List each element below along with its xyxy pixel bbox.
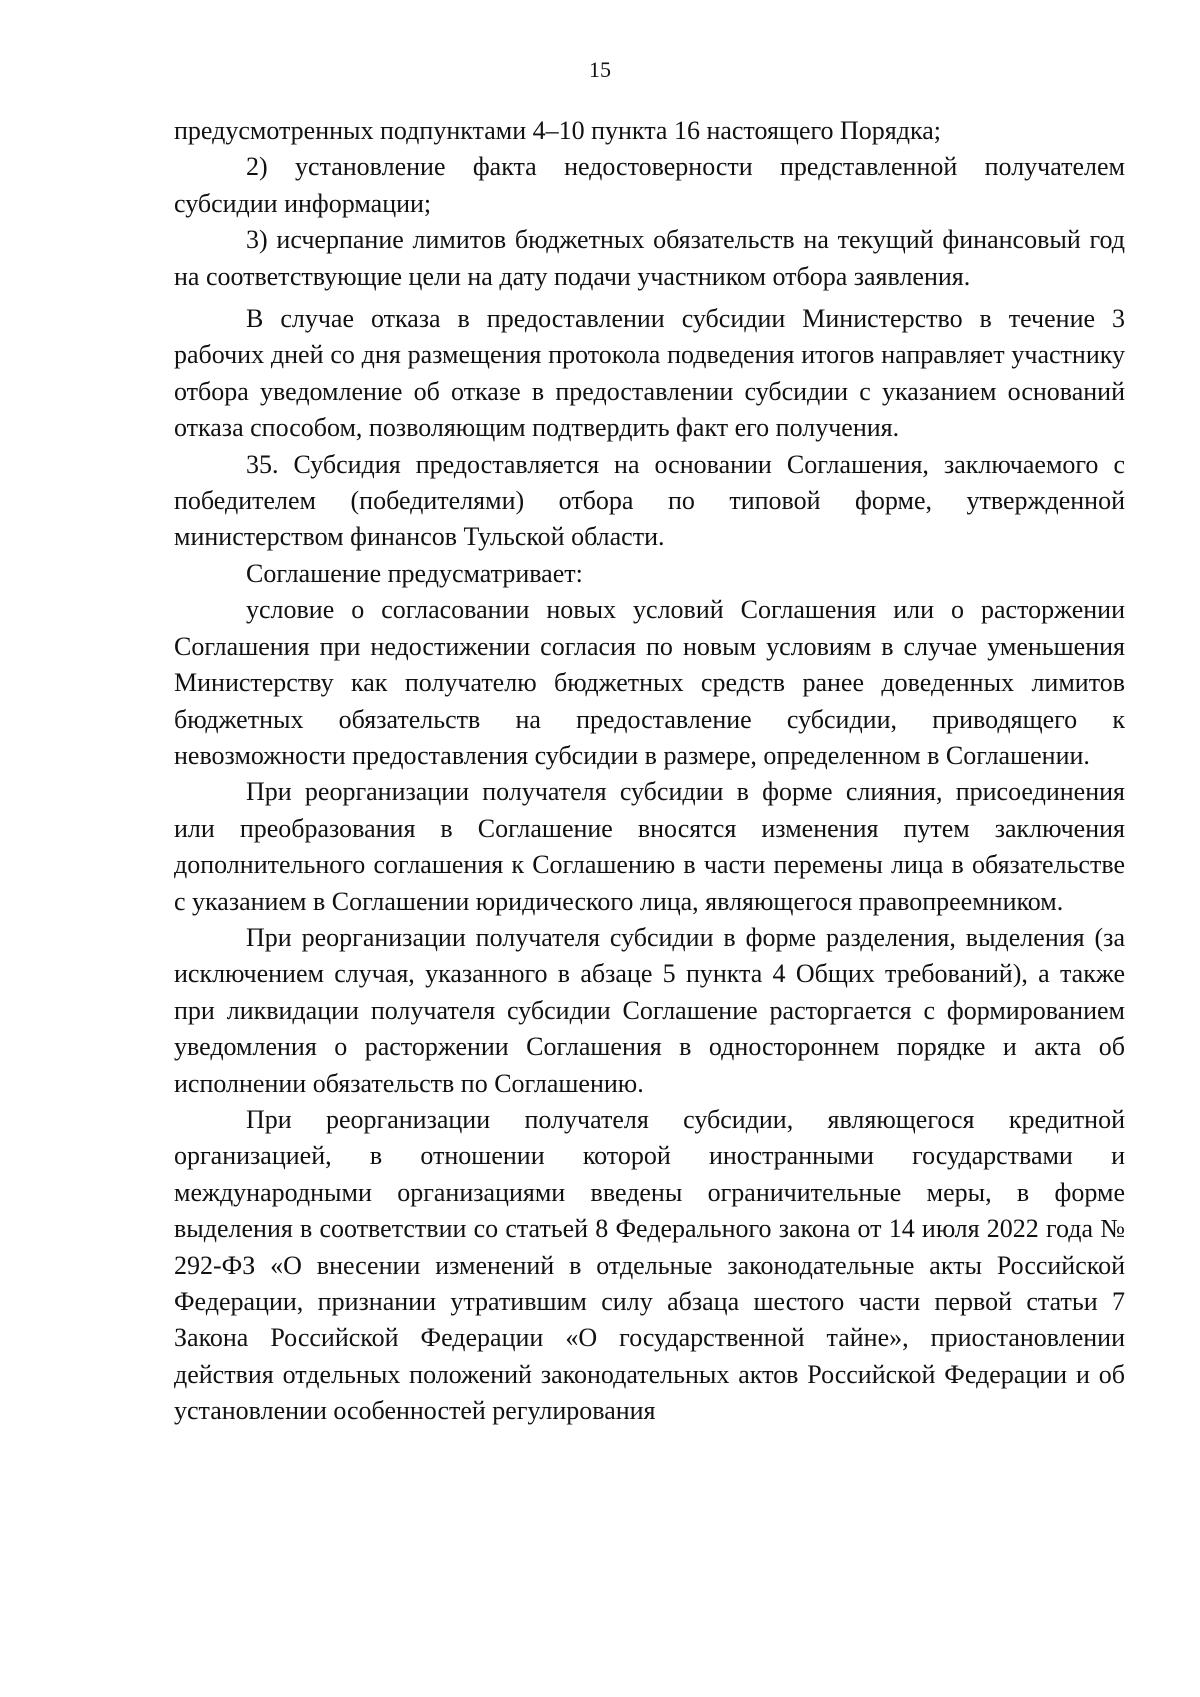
paragraph-reorganization-credit-org: При реорганизации получателя субсидии, являющегося кредитной организацией, в отношении которой иностранными государствами и международными организациями введены ограничительные меры, в форме выделения в соответствии со статьей 8 Федерального закона от 14 июля 2022 года № 292-ФЗ «О внесении изменений в отдельные законодательные акты Российской Федерации, признании утратившим силу абзаца шестого части первой статьи 7 Закона Российской Федерации «О государственной тайне», приостановлении действия отдельных положений законодательных актов Российской Федерации и об установлении особенностей регулирования [174, 1104, 1125, 1426]
paragraph-agreement-provides: Соглашение предусматривает: [246, 558, 583, 588]
document-body [174, 113, 1125, 1430]
paragraph-continuation: предусмотренных подпунктами 4–10 пункта 16 настоящего Порядка; [174, 116, 941, 145]
paragraph-refusal-notice: В случае отказа в предоставлении субсидии Министерство в течение 3 рабочих дней со дня размещения протокола подведения итогов направляет участнику отбора уведомление об отказе в предоставлении субсидии с указанием оснований отказа способом, позволяющим подтвердить факт его получения. [174, 304, 1125, 443]
paragraph-agreement-condition: условие о согласовании новых условий Соглашения или о расторжении Соглашения при недостижении согласия по новым условиям в случае уменьшения Министерству как получателю бюджетных средств ранее доведенных лимитов бюджетных обязательств на предоставление субсидии, приводящего к невозможности предоставления субсидии в размере, определенном в Соглашении. [174, 595, 1125, 770]
paragraph-item-3: 3) исчерпание лимитов бюджетных обязательств на текущий финансовый год на соответствующие цели на дату подачи участником отбора заявления. [174, 225, 1125, 291]
paragraph-reorganization-division: При реорганизации получателя субсидии в форме разделения, выделения (за исключением случая, указанного в абзаце 5 пункта 4 Общих требований), а также при ликвидации получателя субсидии Соглашение расторгается с формированием уведомления о расторжении Соглашения в одностороннем порядке и акта об исполнении обязательств по Соглашению. [174, 922, 1125, 1098]
page-number: 15 [589, 57, 611, 82]
paragraph-clause-35: 35. Субсидия предоставляется на основании Соглашения, заключаемого с победителем (победителями) отбора по типовой форме, утвержденной министерством финансов Тульской области. [174, 449, 1125, 552]
paragraph-item-2: 2) установление факта недостоверности представленной получателем субсидии информации; [174, 152, 1125, 218]
paragraph-reorganization-merger: При реорганизации получателя субсидии в форме слияния, присоединения или преобразования в Соглашение вносятся изменения путем заключения дополнительного соглашения к Соглашению в части перемены лица в обязательстве с указанием в Соглашении юридического лица, являющегося правопреемником. [174, 777, 1125, 916]
